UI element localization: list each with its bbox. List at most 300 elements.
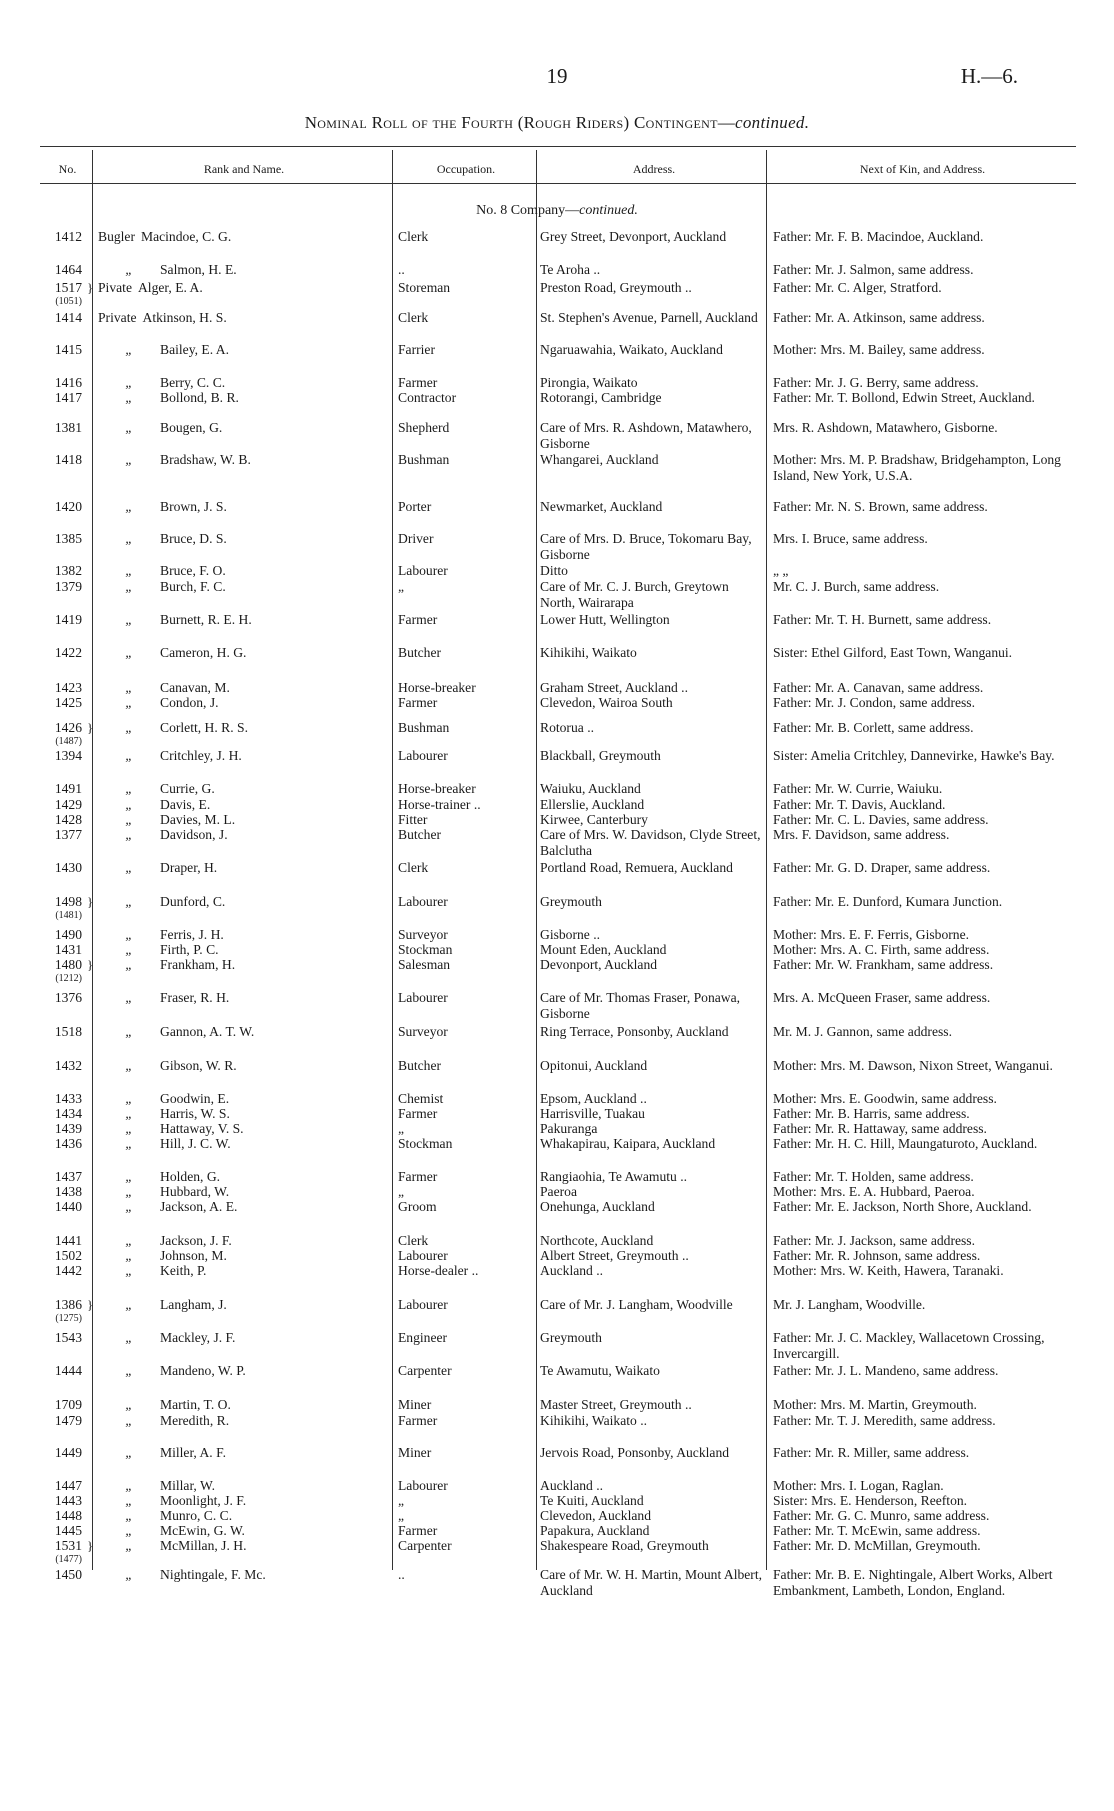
next-of-kin: Father: Mr. E. Jackson, North Shore, Auckland. <box>773 1199 1032 1214</box>
next-of-kin: Mother: Mrs. A. C. Firth, same address. <box>773 942 990 957</box>
occupation: „ <box>398 579 405 594</box>
regimental-number: 1429 <box>54 797 82 812</box>
soldier-name: Jackson, A. E. <box>160 1199 238 1214</box>
page-reference: H.—6. <box>960 64 1018 88</box>
row-number <box>30 645 82 661</box>
occupation: Labourer <box>398 990 448 1005</box>
rank: „ <box>125 1567 133 1582</box>
soldier-name: Moonlight, J. F. <box>160 1493 247 1508</box>
header-rank-name: Rank and Name. <box>203 162 285 176</box>
address: Grey Street, Devonport, Auckland <box>540 229 727 244</box>
soldier-name: Atkinson, H. S. <box>142 310 227 325</box>
regimental-number: 1442 <box>54 1263 82 1278</box>
soldier-name: Frankham, H. <box>160 957 236 972</box>
address: Care of Mr. C. J. Burch, Greytown North, Wairarapa <box>540 579 729 610</box>
soldier-name: Critchley, J. H. <box>160 748 242 763</box>
regimental-number: 1436 <box>54 1136 82 1151</box>
occupation: „ <box>398 1508 405 1523</box>
rank: „ <box>125 781 133 796</box>
regimental-number: 1440 <box>54 1199 82 1214</box>
regimental-number: 1437 <box>54 1169 82 1184</box>
rank-and-name <box>98 680 398 696</box>
rank-and-name <box>98 531 398 547</box>
occupation: Bushman <box>398 452 450 467</box>
next-of-kin: Mr. J. Langham, Woodville. <box>773 1297 926 1312</box>
address: Ellerslie, Auckland <box>540 797 645 812</box>
rank-and-name <box>98 563 398 579</box>
row-number <box>30 990 82 1006</box>
rank-and-name <box>98 720 398 736</box>
address: Clevedon, Auckland <box>540 1508 651 1523</box>
rank: „ <box>125 1445 133 1460</box>
rank: „ <box>125 942 133 957</box>
rank: „ <box>125 262 133 277</box>
next-of-kin: Father: Mr. J. C. Mackley, Wallacetown Crossing, Invercargill. <box>773 1330 1045 1361</box>
rank: „ <box>125 957 133 972</box>
soldier-name: Mandeno, W. P. <box>160 1363 246 1378</box>
rank-and-name <box>98 262 398 278</box>
row-number <box>30 420 82 436</box>
rank: „ <box>125 1363 133 1378</box>
address: Master Street, Greymouth .. <box>540 1397 692 1412</box>
rank-and-name <box>98 1248 398 1264</box>
row-number <box>30 1397 82 1413</box>
rank-and-name <box>98 1233 398 1249</box>
occupation: Horse-breaker <box>398 680 476 695</box>
occupation: Labourer <box>398 563 448 578</box>
rank: Private <box>98 310 137 325</box>
address: Whangarei, Auckland <box>540 452 659 467</box>
occupation: Clerk <box>398 860 429 875</box>
rank-and-name <box>98 612 398 628</box>
next-of-kin: Mother: Mrs. W. Keith, Hawera, Taranaki. <box>773 1263 1004 1278</box>
soldier-name: Gannon, A. T. W. <box>160 1024 255 1039</box>
next-of-kin: Sister: Amelia Critchley, Dannevirke, Hawke's Bay. <box>773 748 1055 763</box>
next-of-kin: Father: Mr. J. Salmon, same address. <box>773 262 974 277</box>
rank-and-name <box>98 1024 398 1040</box>
row-number <box>30 695 82 711</box>
occupation: Stockman <box>398 1136 453 1151</box>
occupation: Labourer <box>398 1248 448 1263</box>
row-number <box>30 499 82 515</box>
address: Care of Mrs. R. Ashdown, Matawhero, Gisborne <box>540 420 752 451</box>
soldier-name: Fraser, R. H. <box>160 990 230 1005</box>
occupation: Farmer <box>398 1413 438 1428</box>
occupation: .. <box>398 262 405 277</box>
brace: } <box>87 280 94 295</box>
next-of-kin: Mother: Mrs. E. Goodwin, same address. <box>773 1091 997 1106</box>
regimental-number: 1382 <box>54 563 82 578</box>
occupation: Chemist <box>398 1091 444 1106</box>
address: Rotorua .. <box>540 720 594 735</box>
rank-and-name <box>98 797 398 813</box>
row-number <box>30 1523 82 1539</box>
row-number <box>30 229 82 245</box>
rank: „ <box>125 1297 133 1312</box>
soldier-name: Davis, E. <box>160 797 211 812</box>
regimental-number: 1381 <box>54 420 82 435</box>
rank-and-name <box>98 1493 398 1509</box>
soldier-name: Langham, J. <box>160 1297 227 1312</box>
next-of-kin: Mother: Mrs. M. P. Bradshaw, Bridgehampton, Long Island, New York, U.S.A. <box>773 452 1061 483</box>
next-of-kin: Father: Mr. C. L. Davies, same address. <box>773 812 989 827</box>
occupation: Miner <box>398 1397 432 1412</box>
rank: „ <box>125 720 133 735</box>
rank: „ <box>125 1024 133 1039</box>
address: Whakapirau, Kaipara, Auckland <box>540 1136 716 1151</box>
rank: „ <box>125 1508 133 1523</box>
next-of-kin: Father: Mr. N. S. Brown, same address. <box>773 499 988 514</box>
soldier-name: Jackson, J. F. <box>160 1233 232 1248</box>
occupation: Farmer <box>398 695 438 710</box>
regimental-number: 1376 <box>54 990 82 1005</box>
rank-and-name <box>98 645 398 661</box>
rank: „ <box>125 342 133 357</box>
rank: Pivate <box>98 280 132 295</box>
regimental-number: 1415 <box>54 342 82 357</box>
section-continued: continued. <box>579 203 638 218</box>
row-number <box>30 563 82 579</box>
rank-and-name <box>98 1297 398 1313</box>
address: Newmarket, Auckland <box>540 499 663 514</box>
previous-number: (1275) <box>55 1313 82 1324</box>
row-number <box>30 262 82 278</box>
address: Care of Mr. W. H. Martin, Mount Albert, Auckland <box>540 1567 763 1598</box>
occupation: Storeman <box>398 280 451 295</box>
address: Gisborne .. <box>540 927 601 942</box>
regimental-number: 1709 <box>54 1397 82 1412</box>
rank: „ <box>125 452 133 467</box>
occupation: Farmer <box>398 1523 438 1538</box>
regimental-number: 1431 <box>54 942 82 957</box>
address: Northcote, Auckland <box>540 1233 654 1248</box>
soldier-name: Bruce, F. O. <box>160 563 226 578</box>
next-of-kin: Father: Mr. R. Johnson, same address. <box>773 1248 981 1263</box>
rank: „ <box>125 1478 133 1493</box>
rank: „ <box>125 499 133 514</box>
row-number <box>30 579 82 595</box>
next-of-kin: Father: Mr. G. D. Draper, same address. <box>773 860 991 875</box>
rank-and-name <box>98 1121 398 1137</box>
address: Portland Road, Remuera, Auckland <box>540 860 733 875</box>
occupation: Labourer <box>398 748 448 763</box>
soldier-name: Miller, A. F. <box>160 1445 226 1460</box>
rank-and-name <box>98 342 398 358</box>
rank: „ <box>125 695 133 710</box>
rank: „ <box>125 680 133 695</box>
row-number <box>30 310 82 326</box>
row-number <box>30 452 82 468</box>
address: Care of Mr. J. Langham, Woodville <box>540 1297 733 1312</box>
rank: „ <box>125 1058 133 1073</box>
rank: „ <box>125 927 133 942</box>
row-number <box>30 797 82 813</box>
previous-number: (1051) <box>55 296 82 307</box>
row-number <box>30 280 82 308</box>
soldier-name: Draper, H. <box>160 860 218 875</box>
occupation: Labourer <box>398 1297 448 1312</box>
section-label: No. 8 Company— <box>476 203 580 218</box>
occupation: Salesman <box>398 957 451 972</box>
address: Auckland .. <box>540 1263 604 1278</box>
rank: „ <box>125 1397 133 1412</box>
regimental-number: 1430 <box>54 860 82 875</box>
row-number <box>30 1493 82 1509</box>
soldier-name: Meredith, R. <box>160 1413 230 1428</box>
row-number <box>30 927 82 943</box>
rank-and-name <box>98 1363 398 1379</box>
address: Rotorangi, Cambridge <box>540 390 662 405</box>
rank-and-name <box>98 990 398 1006</box>
soldier-name: Firth, P. C. <box>160 942 219 957</box>
regimental-number: 1377 <box>54 827 82 842</box>
rank-and-name <box>98 1445 398 1461</box>
rank: „ <box>125 375 133 390</box>
row-number <box>30 1538 82 1566</box>
rank-and-name <box>98 1199 398 1215</box>
row-number <box>30 1091 82 1107</box>
address: Lower Hutt, Wellington <box>540 612 670 627</box>
rank: „ <box>125 894 133 909</box>
brace: } <box>87 720 94 735</box>
address: Papakura, Auckland <box>540 1523 650 1538</box>
regimental-number: 1543 <box>54 1330 82 1345</box>
rank: „ <box>125 563 133 578</box>
row-number <box>30 1263 82 1279</box>
occupation: .. <box>398 1567 405 1582</box>
address: Ring Terrace, Ponsonby, Auckland <box>540 1024 729 1039</box>
next-of-kin: Mr. M. J. Gannon, same address. <box>773 1024 952 1039</box>
row-number <box>30 1199 82 1215</box>
address: Waiuku, Auckland <box>540 781 641 796</box>
occupation: Farmer <box>398 375 438 390</box>
title-main: Nominal Roll of the Fourth (Rough Riders) Contingent— <box>304 113 735 132</box>
next-of-kin: Mrs. F. Davidson, same address. <box>773 827 950 842</box>
regimental-number: 1414 <box>54 310 82 325</box>
occupation: Surveyor <box>398 927 448 942</box>
regimental-number: 1480 <box>54 957 82 972</box>
next-of-kin: Mrs. I. Bruce, same address. <box>773 531 928 546</box>
rank: Bugler <box>98 229 135 244</box>
rank: „ <box>125 748 133 763</box>
regimental-number: 1386 <box>54 1297 82 1312</box>
occupation: Porter <box>398 499 432 514</box>
rank: „ <box>125 827 133 842</box>
occupation: Farmer <box>398 1169 438 1184</box>
rank-and-name <box>98 1106 398 1122</box>
soldier-name: Condon, J. <box>160 695 219 710</box>
rank-and-name <box>98 1508 398 1524</box>
occupation: Miner <box>398 1445 432 1460</box>
rank-and-name <box>98 1397 398 1413</box>
rank: „ <box>125 1121 133 1136</box>
soldier-name: Holden, G. <box>160 1169 221 1184</box>
address: Kihikihi, Waikato <box>540 645 637 660</box>
previous-number: (1212) <box>55 973 82 984</box>
next-of-kin: Father: Mr. T. Bollond, Edwin Street, Auckland. <box>773 390 1035 405</box>
occupation: Butcher <box>398 645 442 660</box>
row-number <box>30 827 82 843</box>
occupation: Clerk <box>398 229 429 244</box>
next-of-kin: Father: Mr. J. Jackson, same address. <box>773 1233 975 1248</box>
rank: „ <box>125 390 133 405</box>
soldier-name: Bougen, G. <box>160 420 223 435</box>
row-number <box>30 1330 82 1346</box>
regimental-number: 1479 <box>54 1413 82 1428</box>
row-number <box>30 1169 82 1185</box>
address: Shakespeare Road, Greymouth <box>540 1538 709 1553</box>
soldier-name: Gibson, W. R. <box>160 1058 237 1073</box>
rank: „ <box>125 1493 133 1508</box>
rank: „ <box>125 1233 133 1248</box>
rank-and-name <box>98 1478 398 1494</box>
soldier-name: Goodwin, E. <box>160 1091 230 1106</box>
address: Care of Mrs. D. Bruce, Tokomaru Bay, Gisborne <box>540 531 752 562</box>
occupation: Stockman <box>398 942 453 957</box>
address: Opitonui, Auckland <box>540 1058 648 1073</box>
soldier-name: Ferris, J. H. <box>160 927 224 942</box>
occupation: Farmer <box>398 1106 438 1121</box>
rank: „ <box>125 1199 133 1214</box>
regimental-number: 1448 <box>54 1508 82 1523</box>
address: Clevedon, Wairoa South <box>540 695 673 710</box>
soldier-name: Nightingale, F. Mc. <box>160 1567 266 1582</box>
rank: „ <box>125 1184 133 1199</box>
address: Epsom, Auckland .. <box>540 1091 647 1106</box>
rank-and-name <box>98 927 398 943</box>
regimental-number: 1439 <box>54 1121 82 1136</box>
rank-and-name <box>98 1091 398 1107</box>
rank: „ <box>125 1136 133 1151</box>
regimental-number: 1394 <box>54 748 82 763</box>
brace: } <box>87 1538 94 1553</box>
next-of-kin: Mother: Mrs. M. Martin, Greymouth. <box>773 1397 977 1412</box>
header-next-of-kin: Next of Kin, and Address. <box>859 162 986 176</box>
soldier-name: Macindoe, C. G. <box>141 229 232 244</box>
regimental-number: 1444 <box>54 1363 82 1378</box>
soldier-name: Dunford, C. <box>160 894 226 909</box>
next-of-kin: Father: Mr. E. Dunford, Kumara Junction. <box>773 894 1003 909</box>
rank-and-name <box>98 942 398 958</box>
soldier-name: Corlett, H. R. S. <box>160 720 248 735</box>
regimental-number: 1438 <box>54 1184 82 1199</box>
next-of-kin: Mother: Mrs. M. Dawson, Nixon Street, Wanganui. <box>773 1058 1053 1073</box>
row-number <box>30 1136 82 1152</box>
row-number <box>30 1248 82 1264</box>
rank: „ <box>125 1091 133 1106</box>
next-of-kin: Father: Mr. J. G. Berry, same address. <box>773 375 979 390</box>
rank-and-name <box>98 310 398 326</box>
occupation: Labourer <box>398 894 448 909</box>
regimental-number: 1434 <box>54 1106 82 1121</box>
regimental-number: 1490 <box>54 927 82 942</box>
regimental-number: 1443 <box>54 1493 82 1508</box>
rank-and-name <box>98 1413 398 1429</box>
next-of-kin: Sister: Ethel Gilford, East Town, Wanganui. <box>773 645 1013 660</box>
soldier-name: Munro, C. C. <box>160 1508 233 1523</box>
occupation: „ <box>398 1121 405 1136</box>
soldier-name: McMillan, J. H. <box>160 1538 247 1553</box>
row-number <box>30 1184 82 1200</box>
previous-number: (1481) <box>55 910 82 921</box>
rank: „ <box>125 812 133 827</box>
rank-and-name <box>98 1538 398 1554</box>
rank-and-name <box>98 1058 398 1074</box>
soldier-name: Burch, F. C. <box>160 579 226 594</box>
next-of-kin: Father: Mr. W. Frankham, same address. <box>773 957 994 972</box>
rank: „ <box>125 1263 133 1278</box>
regimental-number: 1491 <box>54 781 82 796</box>
rank: „ <box>125 860 133 875</box>
next-of-kin: Mr. C. J. Burch, same address. <box>773 579 940 594</box>
address: Paeroa <box>540 1184 577 1199</box>
next-of-kin: Father: Mr. T. McEwin, same address. <box>773 1523 981 1538</box>
address: Te Aroha .. <box>540 262 601 277</box>
row-number <box>30 1445 82 1461</box>
soldier-name: Davidson, J. <box>160 827 228 842</box>
occupation: Shepherd <box>398 420 450 435</box>
address: Kihikihi, Waikato .. <box>540 1413 648 1428</box>
rank: „ <box>125 531 133 546</box>
regimental-number: 1426 <box>54 720 82 735</box>
row-number <box>30 342 82 358</box>
occupation: Farmer <box>398 612 438 627</box>
regimental-number: 1502 <box>54 1248 82 1263</box>
address: Jervois Road, Ponsonby, Auckland <box>540 1445 730 1460</box>
row-number <box>30 812 82 828</box>
occupation: Carpenter <box>398 1363 452 1378</box>
address: Auckland .. <box>540 1478 604 1493</box>
row-number <box>30 375 82 391</box>
next-of-kin: Mother: Mrs. E. A. Hubbard, Paeroa. <box>773 1184 975 1199</box>
rank: „ <box>125 645 133 660</box>
rank-and-name <box>98 375 398 391</box>
address: Pakuranga <box>540 1121 598 1136</box>
address: St. Stephen's Avenue, Parnell, Auckland <box>540 310 758 325</box>
next-of-kin: Father: Mr. H. C. Hill, Maungaturoto, Auckland. <box>773 1136 1038 1151</box>
soldier-name: Davies, M. L. <box>160 812 236 827</box>
soldier-name: Millar, W. <box>160 1478 215 1493</box>
next-of-kin: Mother: Mrs. I. Logan, Raglan. <box>773 1478 944 1493</box>
next-of-kin: Mrs. A. McQueen Fraser, same address. <box>773 990 991 1005</box>
brace: } <box>87 1297 94 1312</box>
occupation: Horse-breaker <box>398 781 476 796</box>
next-of-kin: Father: Mr. R. Hattaway, same address. <box>773 1121 987 1136</box>
row-number <box>30 612 82 628</box>
address: Greymouth <box>540 894 602 909</box>
occupation: Surveyor <box>398 1024 448 1039</box>
rank-and-name <box>98 894 398 910</box>
regimental-number: 1518 <box>54 1024 82 1039</box>
regimental-number: 1531 <box>54 1538 82 1553</box>
soldier-name: Brown, J. S. <box>160 499 227 514</box>
rank: „ <box>125 1248 133 1263</box>
soldier-name: Hattaway, V. S. <box>160 1121 244 1136</box>
soldier-name: Harris, W. S. <box>160 1106 230 1121</box>
rank: „ <box>125 1330 133 1345</box>
soldier-name: Keith, P. <box>160 1263 207 1278</box>
row-number <box>30 1567 82 1583</box>
soldier-name: Alger, E. A. <box>137 280 203 295</box>
next-of-kin: Father: Mr. T. Holden, same address. <box>773 1169 974 1184</box>
rank: „ <box>125 797 133 812</box>
regimental-number: 1447 <box>54 1478 82 1493</box>
occupation: Horse-dealer .. <box>398 1263 479 1278</box>
soldier-name: Mackley, J. F. <box>160 1330 236 1345</box>
next-of-kin: Father: Mr. B. E. Nightingale, Albert Works, Albert Embankment, Lambeth, London, England. <box>773 1567 1053 1598</box>
regimental-number: 1412 <box>54 229 82 244</box>
regimental-number: 1423 <box>54 680 82 695</box>
